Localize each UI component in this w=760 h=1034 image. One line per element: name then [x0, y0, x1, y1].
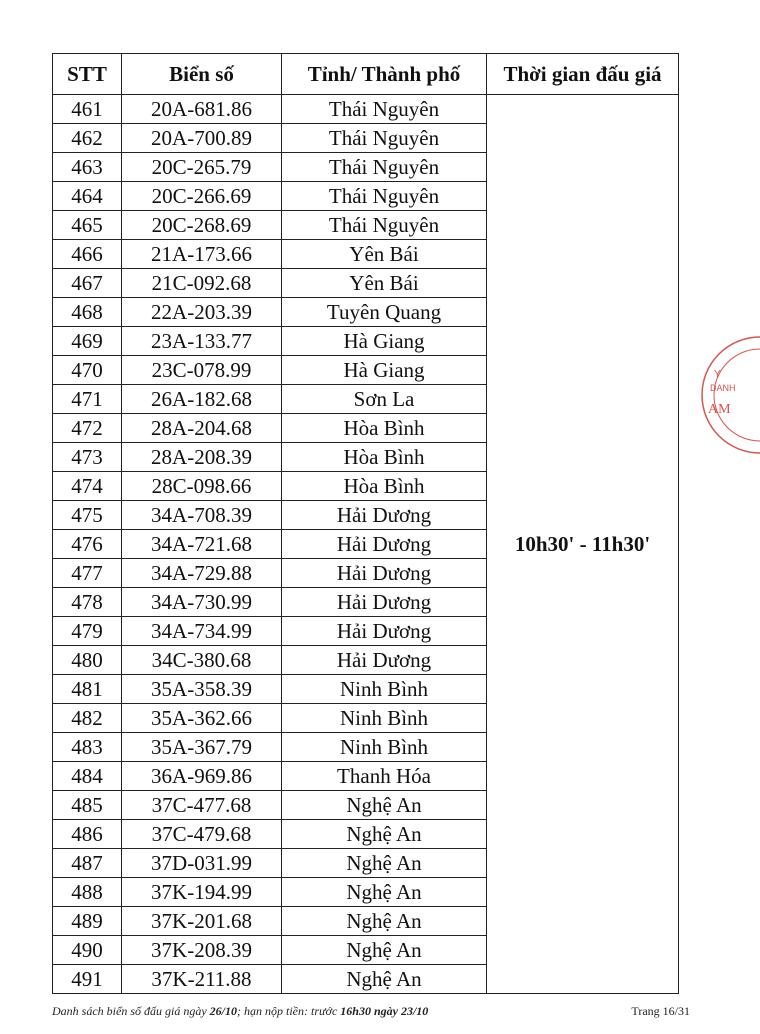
cell-province: Ninh Bình [282, 733, 487, 762]
cell-province: Hải Dương [282, 530, 487, 559]
cell-stt: 485 [53, 791, 122, 820]
footer-note [52, 1004, 428, 1019]
cell-province: Hòa Bình [282, 443, 487, 472]
cell-province: Ninh Bình [282, 704, 487, 733]
cell-plate: 35A-358.39 [122, 675, 282, 704]
cell-stt: 466 [53, 240, 122, 269]
cell-plate: 20C-266.69 [122, 182, 282, 211]
cell-province: Thái Nguyên [282, 124, 487, 153]
cell-stt: 487 [53, 849, 122, 878]
cell-province: Hòa Bình [282, 472, 487, 501]
cell-stt: 481 [53, 675, 122, 704]
cell-stt: 464 [53, 182, 122, 211]
cell-province: Thanh Hóa [282, 762, 487, 791]
cell-stt: 482 [53, 704, 122, 733]
cell-stt: 462 [53, 124, 122, 153]
stamp-inner-ring [714, 349, 760, 441]
cell-plate: 37K-208.39 [122, 936, 282, 965]
cell-plate: 34A-708.39 [122, 501, 282, 530]
cell-stt: 483 [53, 733, 122, 762]
cell-province: Nghệ An [282, 791, 487, 820]
cell-plate: 37C-479.68 [122, 820, 282, 849]
cell-plate: 34C-380.68 [122, 646, 282, 675]
cell-plate: 35A-362.66 [122, 704, 282, 733]
cell-province: Hải Dương [282, 646, 487, 675]
cell-plate: 34A-729.88 [122, 559, 282, 588]
cell-plate: 37K-211.88 [122, 965, 282, 994]
cell-province: Hải Dương [282, 588, 487, 617]
cell-stt: 484 [53, 762, 122, 791]
cell-province: Nghệ An [282, 907, 487, 936]
cell-plate: 28A-204.68 [122, 414, 282, 443]
cell-province: Thái Nguyên [282, 211, 487, 240]
table-body [53, 95, 679, 994]
cell-province: Hải Dương [282, 501, 487, 530]
cell-province: Nghệ An [282, 820, 487, 849]
cell-province: Tuyên Quang [282, 298, 487, 327]
cell-province: Thái Nguyên [282, 95, 487, 124]
cell-plate: 37K-194.99 [122, 878, 282, 907]
cell-plate: 36A-969.86 [122, 762, 282, 791]
cell-province: Nghệ An [282, 936, 487, 965]
cell-plate: 26A-182.68 [122, 385, 282, 414]
cell-plate: 28C-098.66 [122, 472, 282, 501]
cell-stt: 467 [53, 269, 122, 298]
cell-stt: 486 [53, 820, 122, 849]
cell-plate: 20C-268.69 [122, 211, 282, 240]
cell-stt: 469 [53, 327, 122, 356]
cell-province: Nghệ An [282, 849, 487, 878]
cell-plate: 37D-031.99 [122, 849, 282, 878]
cell-plate: 34A-734.99 [122, 617, 282, 646]
stamp-text: DANH [710, 383, 736, 393]
cell-province: Hải Dương [282, 617, 487, 646]
table-header-row [53, 54, 679, 95]
stamp-text: Y [714, 369, 721, 380]
cell-stt: 476 [53, 530, 122, 559]
page-number: Trang 16/31 [631, 1004, 690, 1018]
cell-province: Nghệ An [282, 878, 487, 907]
cell-province: Hòa Bình [282, 414, 487, 443]
cell-stt: 472 [53, 414, 122, 443]
footer-text-2: ; hạn nộp tiền: trước [237, 1004, 341, 1018]
table-row [53, 95, 679, 124]
header-stt: STT [53, 54, 122, 95]
cell-stt: 491 [53, 965, 122, 994]
cell-province: Hà Giang [282, 327, 487, 356]
cell-plate: 37C-477.68 [122, 791, 282, 820]
header-plate: Biển số [122, 54, 282, 95]
cell-plate: 34A-721.68 [122, 530, 282, 559]
stamp-outer-ring [702, 337, 760, 453]
cell-plate: 21C-092.68 [122, 269, 282, 298]
cell-stt: 480 [53, 646, 122, 675]
footer-text-1: Danh sách biển số đấu giá ngày [52, 1004, 210, 1018]
cell-province: Hải Dương [282, 559, 487, 588]
cell-stt: 470 [53, 356, 122, 385]
cell-province: Yên Bái [282, 240, 487, 269]
cell-auction-time: 10h30' - 11h30' [487, 95, 679, 994]
header-time: Thời gian đấu giá [487, 54, 679, 95]
cell-plate: 21A-173.66 [122, 240, 282, 269]
cell-province: Nghệ An [282, 965, 487, 994]
cell-stt: 471 [53, 385, 122, 414]
cell-plate: 22A-203.39 [122, 298, 282, 327]
cell-stt: 474 [53, 472, 122, 501]
cell-province: Yên Bái [282, 269, 487, 298]
footer-auction-date: 26/10 [209, 1004, 237, 1018]
cell-stt: 468 [53, 298, 122, 327]
plate-auction-table [52, 53, 679, 994]
cell-plate: 20A-700.89 [122, 124, 282, 153]
cell-plate: 35A-367.79 [122, 733, 282, 762]
cell-plate: 34A-730.99 [122, 588, 282, 617]
cell-stt: 465 [53, 211, 122, 240]
cell-plate: 20C-265.79 [122, 153, 282, 182]
cell-stt: 490 [53, 936, 122, 965]
header-province: Tỉnh/ Thành phố [282, 54, 487, 95]
cell-plate: 23A-133.77 [122, 327, 282, 356]
cell-stt: 489 [53, 907, 122, 936]
cell-stt: 479 [53, 617, 122, 646]
cell-plate: 23C-078.99 [122, 356, 282, 385]
stamp-text: AM [708, 402, 731, 417]
cell-stt: 475 [53, 501, 122, 530]
footer-deadline: 16h30 ngày 23/10 [340, 1004, 429, 1018]
cell-stt: 473 [53, 443, 122, 472]
cell-stt: 463 [53, 153, 122, 182]
cell-province: Thái Nguyên [282, 153, 487, 182]
cell-plate: 28A-208.39 [122, 443, 282, 472]
cell-plate: 20A-681.86 [122, 95, 282, 124]
cell-stt: 478 [53, 588, 122, 617]
cell-plate: 37K-201.68 [122, 907, 282, 936]
cell-stt: 461 [53, 95, 122, 124]
cell-stt: 477 [53, 559, 122, 588]
cell-province: Thái Nguyên [282, 182, 487, 211]
cell-province: Sơn La [282, 385, 487, 414]
red-seal-stamp [700, 325, 760, 465]
cell-province: Hà Giang [282, 356, 487, 385]
cell-stt: 488 [53, 878, 122, 907]
cell-province: Ninh Bình [282, 675, 487, 704]
